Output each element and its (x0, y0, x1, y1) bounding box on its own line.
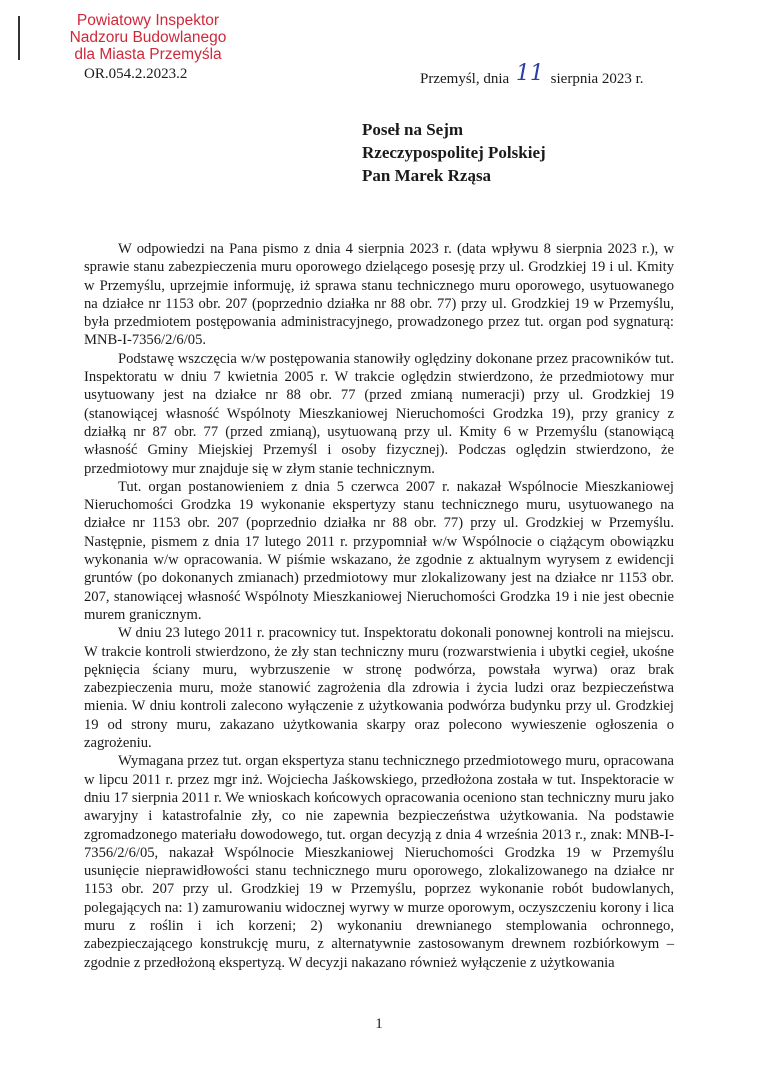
stamp-line: Nadzoru Budowlanego (69, 29, 227, 46)
handwritten-day: 11 (515, 61, 544, 86)
paragraph: Tut. organ postanowieniem z dnia 5 czerwca 2007 r. nakazał Wspólnocie Mieszkaniowej Nieruchomości Grodzka 19 wykonanie ekspertyzy stanu technicznego muru, usytuowanego na działce nr 1153 obr. 207 (poprzednio działka nr 88 obr. 77) przy ul. Grodzkiej w Przemyślu. Następnie, pismem z dnia 17 lutego 2011 r. przypomniał w/w Wspólnocie o ciążącym obowiązku wykonania w/w opracowania. W piśmie wskazano, że zgodnie z aktualnym wyrysem z ewidencji gruntów (po dokonanych zmianach) przedmiotowy mur zlokalizowany jest na działce nr 1153 obr. 207, stanowiącej własność Wspólnoty Mieszkaniowej Nieruchomości Grodzka 19 i nie jest obecnie murem granicznym. (84, 478, 674, 623)
stamp-line: Powiatowy Inspektor (76, 12, 220, 29)
paragraph: Podstawę wszczęcia w/w postępowania stanowiły oględziny dokonane przez pracowników tut. Inspektoratu w dniu 7 kwietnia 2005 r. W trakcie oględzin stwierdzono, że przedmiotowy mur usytuowany jest na działce nr 88 obr. 77 (przed zmianą numeracji) przy ul. Grodzkiej 19 (stanowiącej własność Wspólnoty Mieszkaniowej Nieruchomości Grodzka 19), przy granicy z działką nr 87 obr. 77 (przed zmianą), usytuowaną przy ul. Kmity 6 w Przemyślu (stanowiącą własność Gminy Miejskiej Przemyśl i osoby fizycznej). Podczas oględzin stwierdzono, że przedmiotowy mur znajduje się w złym stanie technicznym. (84, 350, 674, 477)
addressee-line: Pan Marek Rząsa (362, 166, 492, 185)
paragraph: W dniu 23 lutego 2011 r. pracownicy tut. Inspektoratu dokonali ponownej kontroli na miejscu. W trakcie kontroli stwierdzono, że zły stan techniczny muru (rozwarstwienia i ubytki cegieł, ukośne pęknięcia ściany muru, wybrzuszenie w stronę podwórza, powstała wyrwa) oraz brak zabezpieczenia muru, może stanowić zagrożenia dla zdrowia i życia ludzi oraz bezpieczeństwa mienia. W dniu kontroli zalecono wyłączenie z użytkowania podwórza budynku przy ul. Grodzkiej 19 od strony muru, zakazano użytkowania skarpy oraz polecono wywieszenie ogłoszenia o zagrożeniu. (84, 625, 674, 752)
addressee (362, 118, 546, 187)
paragraph: Wymagana przez tut. organ ekspertyza stanu technicznego przedmiotowego muru, opracowana w lipcu 2011 r. przez mgr inż. Wojciecha Jaśkowskiego, przedłożona została w tut. Inspektoracie w dniu 17 sierpnia 2011 r. We wnioskach końcowych opracowania oceniono stan techniczny muru jako awaryjny i katastrofalnie zły, co nie zapewnia bezpieczeństwa użytkowania. Na podstawie zgromadzonego materiału dowodowego, tut. organ decyzją z dnia 4 września 2013 r., znak: MNB-I-7356/2/6/05, nakazał Wspólnocie Mieszkaniowej Nieruchomości Grodzka 19 w Przemyślu usunięcie nieprawidłowości stanu technicznego muru oporowego, zlokalizowanego na działce nr 1153 obr. 207 przy ul. Grodzkiej 19 w Przemyślu, poprzez wykonanie robót budowlanych, polegających na: 1) zamurowaniu widocznej wyrwy w murze oporowym, oczyszczeniu korony i lica muru z roślin i ich korzeni; 2) wykonaniu drewnianego stemplowania ochronnego, zabezpieczającego konstrukcję muru, z alternatywnie zastosowanym drewnem rozbiórkowym – zgodnie z przedłożoną ekspertyzą. W decyzji nakazano również wyłączenie z użytkowania (84, 753, 674, 971)
date-suffix: sierpnia 2023 r. (550, 71, 644, 87)
page-number: 1 (375, 1016, 383, 1032)
stamp-line: dla Miasta Przemyśla (74, 46, 222, 63)
date-line (420, 61, 644, 89)
reference-number: OR.054.2.2023.2 (84, 66, 188, 82)
paragraph: W odpowiedzi na Pana pismo z dnia 4 sierpnia 2023 r. (data wpływu 8 sierpnia 2023 r.), w sprawie stanu zabezpieczenia muru oporowego dzielącego posesję przy ul. Grodzkiej 19 i ul. Kmity w Przemyślu, uprzejmie informuję, iż sprawa stanu technicznego muru oporowego, usytuowanego na działce nr 1153 obr. 207 (poprzednio działka nr 88 obr. 77) przy ul. Grodzkiej 19 w Przemyślu, była przedmiotem postępowania administracyjnego, prowadzonego przez tut. organ pod sygnaturą: MNB-I-7356/2/6/05. (84, 241, 674, 349)
addressee-line: Poseł na Sejm (362, 120, 464, 139)
addressee-line: Rzeczypospolitej Polskiej (362, 143, 546, 162)
stamp-bar (18, 16, 20, 60)
letter-body (84, 240, 674, 972)
date-prefix: Przemyśl, dnia (420, 71, 510, 87)
